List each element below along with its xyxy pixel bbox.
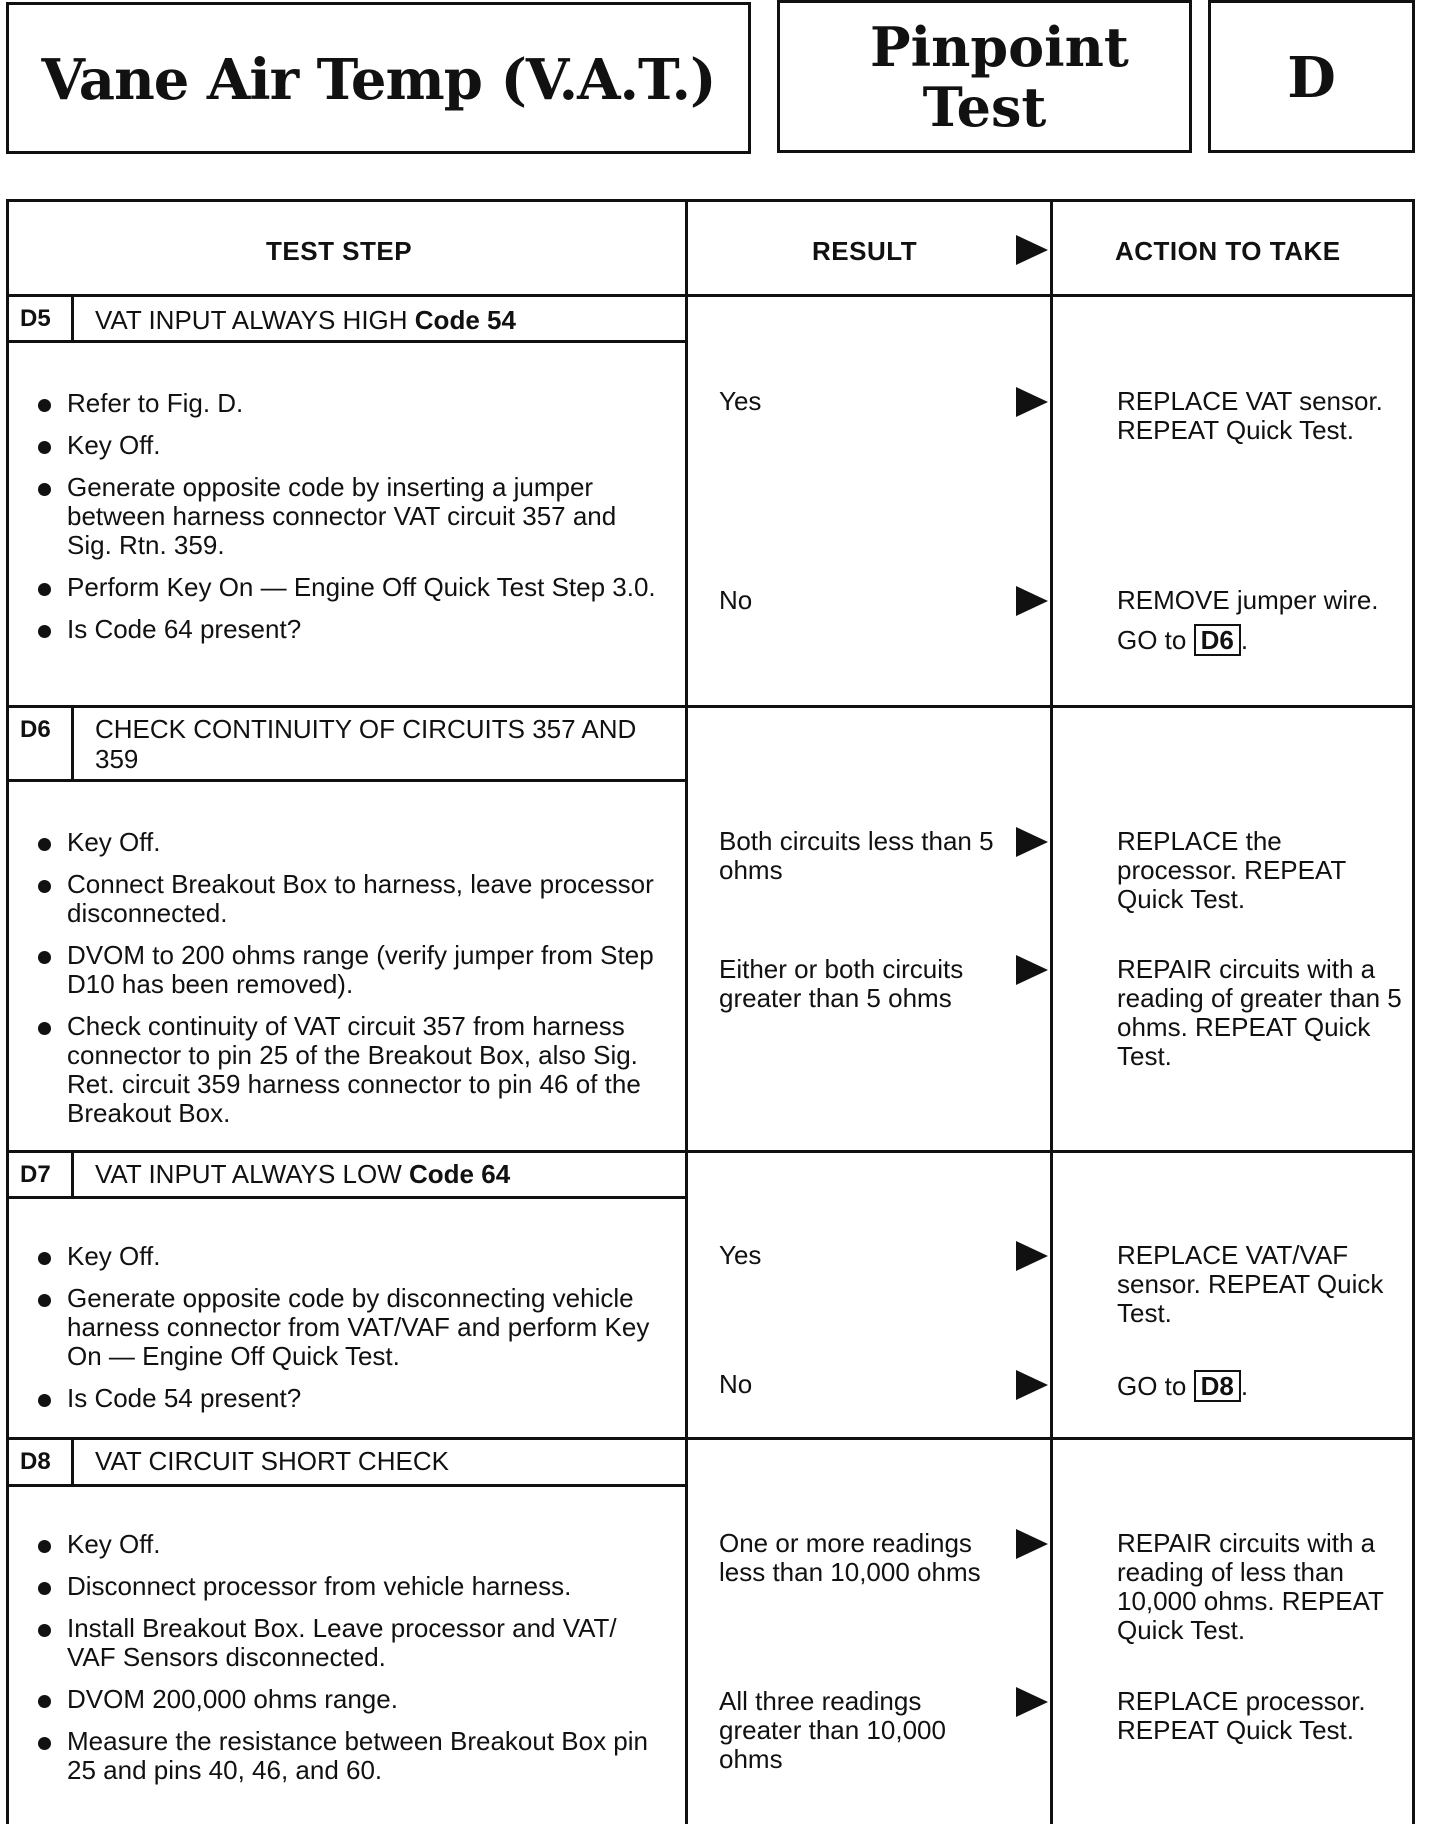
step-id: D8 <box>20 1448 51 1475</box>
step-title: CHECK CONTINUITY OF CIRCUITS 357 AND 359 <box>95 714 637 774</box>
step-id-divider <box>71 297 74 342</box>
goto-instruction <box>1117 1370 1407 1402</box>
step-id: D7 <box>20 1161 51 1188</box>
step-code: Code 54 <box>414 305 516 335</box>
action-text: REPLACE VAT sensor. REPEAT Quick Test. <box>1117 386 1383 445</box>
action-text: REPAIR circuits with a reading of less than 10,000 ohms. REPEAT Quick Test. <box>1117 1528 1384 1645</box>
action-text: REMOVE jumper wire. <box>1117 585 1379 615</box>
header-action: ACTION TO TAKE <box>1115 236 1341 266</box>
column-divider <box>685 199 688 1824</box>
result-text: Yes <box>719 386 762 416</box>
arrow-icon <box>1016 586 1048 616</box>
list-item: Is Code 64 present? <box>36 615 666 644</box>
action-text: REPLACE VAT/VAF sensor. REPEAT Quick Test. <box>1117 1240 1384 1328</box>
title-box <box>6 2 751 154</box>
row-divider <box>6 294 1415 297</box>
result-text: Yes <box>719 1240 762 1270</box>
header-test-step: TEST STEP <box>266 236 413 266</box>
arrow-icon <box>1016 955 1048 985</box>
arrow-icon <box>1016 1529 1048 1559</box>
list-item: Key Off. <box>36 1242 666 1271</box>
list-item: Connect Breakout Box to harness, leave processor disconnected. <box>36 870 666 928</box>
row-divider <box>6 705 1415 708</box>
list-item: Refer to Fig. D. <box>36 389 666 418</box>
page-title: Vane Air Temp (V.A.T.) <box>41 47 716 113</box>
step-title-underline <box>6 1196 687 1199</box>
list-item: Install Breakout Box. Leave processor and VAT/ VAF Sensors disconnected. <box>36 1614 666 1672</box>
result-text: Either or both circuits greater than 5 ohms <box>719 954 964 1013</box>
list-item: Disconnect processor from vehicle harness. <box>36 1572 666 1601</box>
list-item: Generate opposite code by inserting a jumper between harness connector VAT circuit 357 and Sig. Rtn. 359. <box>36 473 666 560</box>
step-instructions <box>36 828 666 1128</box>
goto-suffix: . <box>1240 1371 1249 1401</box>
arrow-icon <box>1016 1370 1048 1400</box>
row-divider <box>6 1437 1415 1440</box>
list-item: Check continuity of VAT circuit 357 from harness connector to pin 25 of the Breakout Box, also Sig. Ret. circuit 359 harness connector to pin 46 of the Breakout Box. <box>36 1012 666 1128</box>
arrow-icon <box>1016 827 1048 857</box>
step-title-text: VAT INPUT ALWAYS HIGH <box>95 305 408 335</box>
step-title <box>95 1159 510 1189</box>
goto-prefix: GO to <box>1117 625 1187 655</box>
test-letter-box <box>1208 0 1415 153</box>
list-item: Perform Key On — Engine Off Quick Test Step 3.0. <box>36 573 666 602</box>
step-title-underline <box>6 340 687 343</box>
result-text: One or more readings less than 10,000 ohms <box>719 1528 981 1587</box>
step-id-divider <box>71 1440 74 1486</box>
goto-step-box: D8 <box>1194 1370 1241 1402</box>
goto-step-box: D6 <box>1194 624 1241 656</box>
header-result: RESULT <box>812 236 918 266</box>
step-instructions <box>36 389 666 644</box>
pinpoint-label: Pinpoint Test <box>870 15 1129 139</box>
list-item: Generate opposite code by disconnecting vehicle harness connector from VAT/VAF and perform Key On — Engine Off Quick Test. <box>36 1284 666 1371</box>
step-id-divider <box>71 1153 74 1198</box>
step-title-underline <box>6 1484 687 1487</box>
test-letter: D <box>1287 45 1336 111</box>
result-text: No <box>719 1369 753 1399</box>
goto-prefix: GO to <box>1117 1371 1187 1401</box>
row-divider <box>6 1150 1415 1153</box>
pinpoint-box <box>777 0 1192 153</box>
goto-suffix: . <box>1240 625 1249 655</box>
result-text: No <box>719 585 753 615</box>
action-text: REPLACE processor. REPEAT Quick Test. <box>1117 1686 1366 1745</box>
list-item: Measure the resistance between Breakout Box pin 25 and pins 40, 46, and 60. <box>36 1727 666 1785</box>
step-title <box>95 305 516 335</box>
list-item: Key Off. <box>36 431 666 460</box>
step-title-underline <box>6 779 687 782</box>
step-title: VAT CIRCUIT SHORT CHECK <box>95 1446 449 1476</box>
arrow-icon <box>1016 387 1048 417</box>
list-item: DVOM 200,000 ohms range. <box>36 1685 666 1714</box>
arrow-icon <box>1016 1687 1048 1717</box>
goto-instruction <box>1117 624 1407 656</box>
arrow-icon <box>1016 1241 1048 1271</box>
step-instructions <box>36 1530 666 1785</box>
arrow-icon <box>1016 235 1048 265</box>
step-code: Code 64 <box>409 1159 511 1189</box>
step-title-text: VAT INPUT ALWAYS LOW <box>95 1159 402 1189</box>
result-text: All three readings greater than 10,000 ohms <box>719 1686 946 1774</box>
result-text: Both circuits less than 5 ohms <box>719 826 994 885</box>
list-item: DVOM to 200 ohms range (verify jumper from Step D10 has been removed). <box>36 941 666 999</box>
list-item: Key Off. <box>36 828 666 857</box>
step-instructions <box>36 1242 666 1413</box>
step-id: D6 <box>20 716 51 743</box>
action-text: REPAIR circuits with a reading of greater than 5 ohms. REPEAT Quick Test. <box>1117 954 1402 1071</box>
action-text: REPLACE the processor. REPEAT Quick Test. <box>1117 826 1346 914</box>
list-item: Is Code 54 present? <box>36 1384 666 1413</box>
column-divider <box>1050 199 1053 1824</box>
step-id-divider <box>71 708 74 781</box>
list-item: Key Off. <box>36 1530 666 1559</box>
step-id: D5 <box>20 305 51 332</box>
